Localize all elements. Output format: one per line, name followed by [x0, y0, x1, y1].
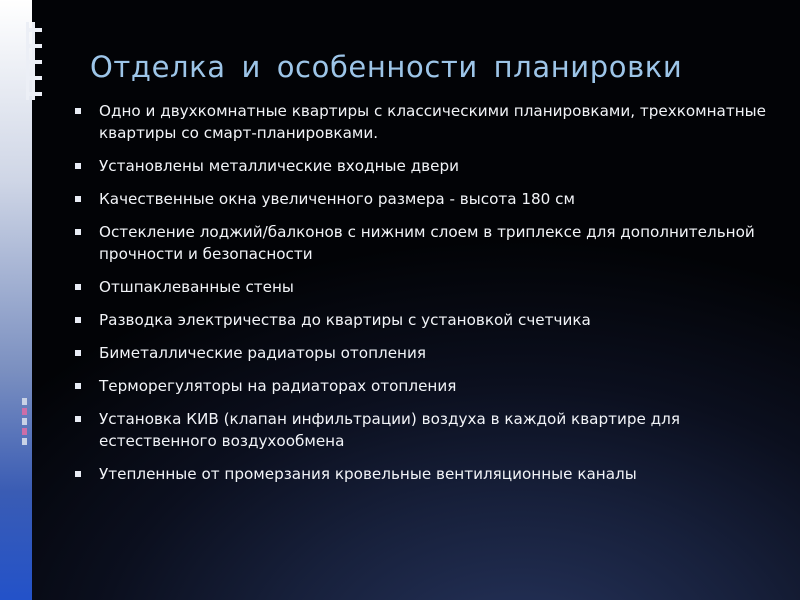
bullet-text: Терморегуляторы на радиаторах отопления: [99, 377, 457, 395]
bullet-item: [72, 155, 782, 177]
square-bullet-icon: [75, 163, 81, 169]
bullet-item: [72, 100, 782, 144]
bullet-text: Остекление лоджий/балконов с нижним слоем в триплексе для дополнительной прочности и безопасности: [99, 223, 755, 263]
square-bullet-icon: [75, 196, 81, 202]
bullet-item: [72, 463, 782, 485]
bullet-text: Качественные окна увеличенного размера - высота 180 см: [99, 190, 575, 208]
bullet-item: [72, 276, 782, 298]
square-bullet-icon: [75, 416, 81, 422]
bullet-item: [72, 342, 782, 364]
bullet-list: [72, 100, 782, 496]
bullet-text: Установлены металлические входные двери: [99, 157, 459, 175]
square-bullet-icon: [75, 383, 81, 389]
bullet-text: Отшпаклеванные стены: [99, 278, 294, 296]
slide-title: Отделка и особенности планировки: [90, 50, 683, 84]
bullet-text: Утепленные от промерзания кровельные вентиляционные каналы: [99, 465, 637, 483]
square-marker-icon: [22, 428, 27, 435]
square-marker-icon: [22, 438, 27, 445]
bullet-item: [72, 408, 782, 452]
bullet-item: [72, 375, 782, 397]
square-bullet-icon: [75, 350, 81, 356]
square-bullet-icon: [75, 284, 81, 290]
bullet-text: Биметаллические радиаторы отопления: [99, 344, 426, 362]
bullet-text: Разводка электричества до квартиры с установкой счетчика: [99, 311, 591, 329]
square-bullet-icon: [75, 108, 81, 114]
square-marker-icon: [22, 408, 27, 415]
square-bullet-icon: [75, 229, 81, 235]
square-marker-icon: [22, 398, 27, 405]
bullet-text: Одно и двухкомнатные квартиры с классическими планировками, трехкомнатные квартиры со смарт-планировками.: [99, 102, 766, 142]
bullet-item: [72, 221, 782, 265]
square-bullet-icon: [75, 471, 81, 477]
bullet-item: [72, 309, 782, 331]
square-marker-icon: [22, 418, 27, 425]
bullet-item: [72, 188, 782, 210]
left-square-markers: [22, 398, 32, 448]
bullet-text: Установка КИВ (клапан инфильтрации) воздуха в каждой квартире для естественного воздухообмена: [99, 410, 680, 450]
decorative-stripes-icon: [26, 22, 42, 100]
square-bullet-icon: [75, 317, 81, 323]
